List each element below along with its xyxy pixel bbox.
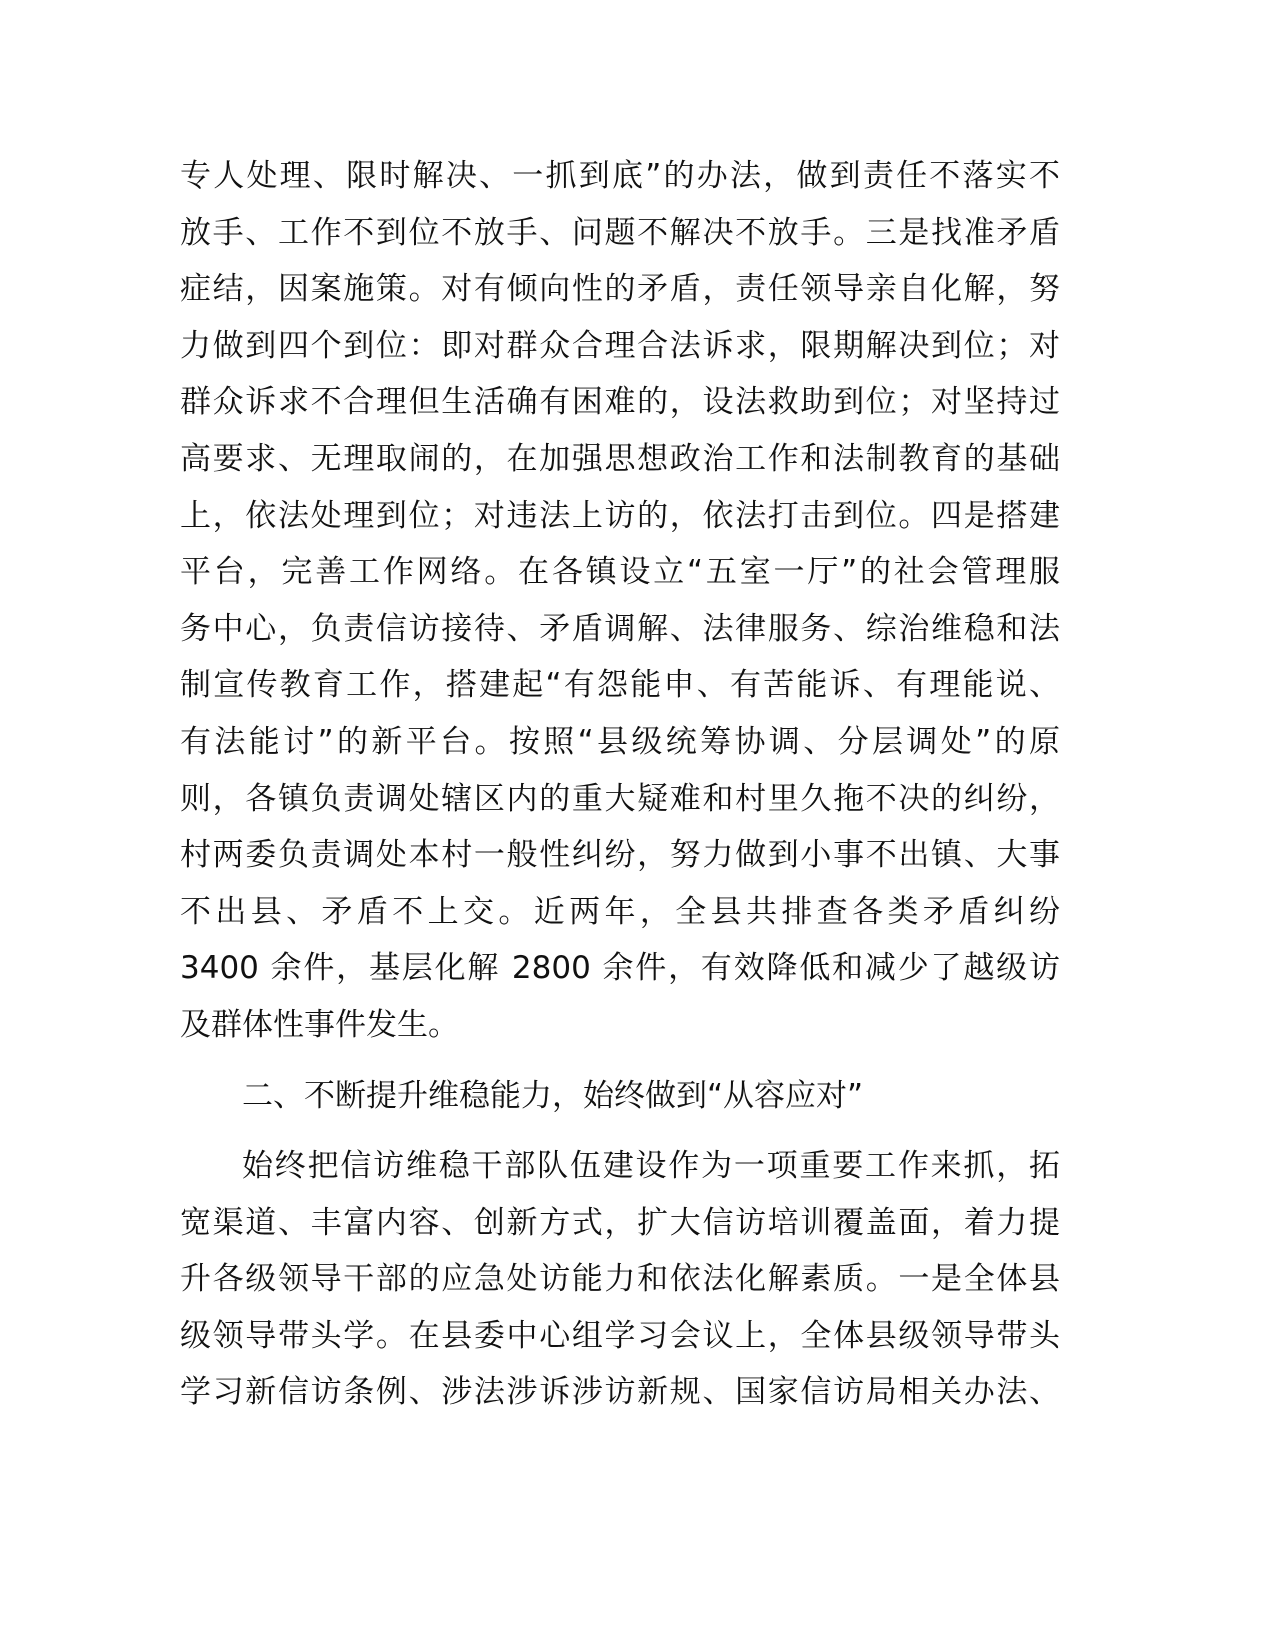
paragraph-line: 上，依法处理到位；对违法上访的，依法打击到位。四是搭建 [180,497,1060,534]
paragraph-line: 专人处理、限时解决、一抓到底”的办法，做到责任不落实不 [180,158,1060,194]
paragraph-gap [180,1124,1060,1138]
paragraph-line: 高要求、无理取闹的，在加强思想政治工作和法制教育的基础 [180,440,1060,477]
paragraph-line: 级领导带头学。在县委中心组学习会议上，全体县级领导带头 [180,1317,1060,1354]
paragraph-line: 3400 余件，基层化解 2800 余件，有效降低和减少了越级访 [180,950,1060,987]
paragraph-line: 始终把信访维稳干部队伍建设作为一项重要工作来抓，拓 [242,1148,1060,1185]
paragraph-1 [180,148,1060,1054]
paragraph-line: 升各级领导干部的应急处访能力和依法化解素质。一是全体县 [180,1261,1060,1298]
paragraph-gap [180,1054,1060,1068]
paragraph-line: 制宣传教育工作，搭建起“有怨能申、有苦能诉、有理能说、 [180,667,1060,704]
paragraph-line: 及群体性事件发生。 [180,1006,459,1043]
paragraph-line: 学习新信访条例、涉法涉诉涉访新规、国家信访局相关办法、 [180,1374,1060,1411]
paragraph-line: 平台，完善工作网络。在各镇设立“五室一厅”的社会管理服 [180,554,1060,591]
paragraph-line: 症结，因案施策。对有倾向性的矛盾，责任领导亲自化解，努 [180,271,1060,308]
paragraph-line: 务中心，负责信访接待、矛盾调解、法律服务、综治维稳和法 [180,610,1060,647]
paragraph-line: 力做到四个到位：即对群众合理合法诉求，限期解决到位；对 [180,327,1060,364]
paragraph-line: 群众诉求不合理但生活确有困难的，设法救助到位；对坚持过 [180,384,1060,421]
paragraph-line: 村两委负责调处本村一般性纠纷，努力做到小事不出镇、大事 [180,837,1060,874]
paragraph-line: 宽渠道、丰富内容、创新方式，扩大信访培训覆盖面，着力提 [180,1204,1060,1241]
section-heading: 二、不断提升维稳能力，始终做到“从容应对” [242,1077,864,1114]
paragraph-line: 则，各镇负责调处辖区内的重大疑难和村里久拖不决的纠纷， [180,780,1060,817]
paragraph-line: 放手、工作不到位不放手、问题不解决不放手。三是找准矛盾 [180,214,1060,251]
paragraph-line: 不出县、矛盾不上交。近两年，全县共排查各类矛盾纠纷 [180,893,1060,930]
document-body [180,148,1060,1421]
paragraph-2 [180,1138,1060,1421]
paragraph-line: 有法能讨”的新平台。按照“县级统筹协调、分层调处”的原 [180,723,1060,760]
